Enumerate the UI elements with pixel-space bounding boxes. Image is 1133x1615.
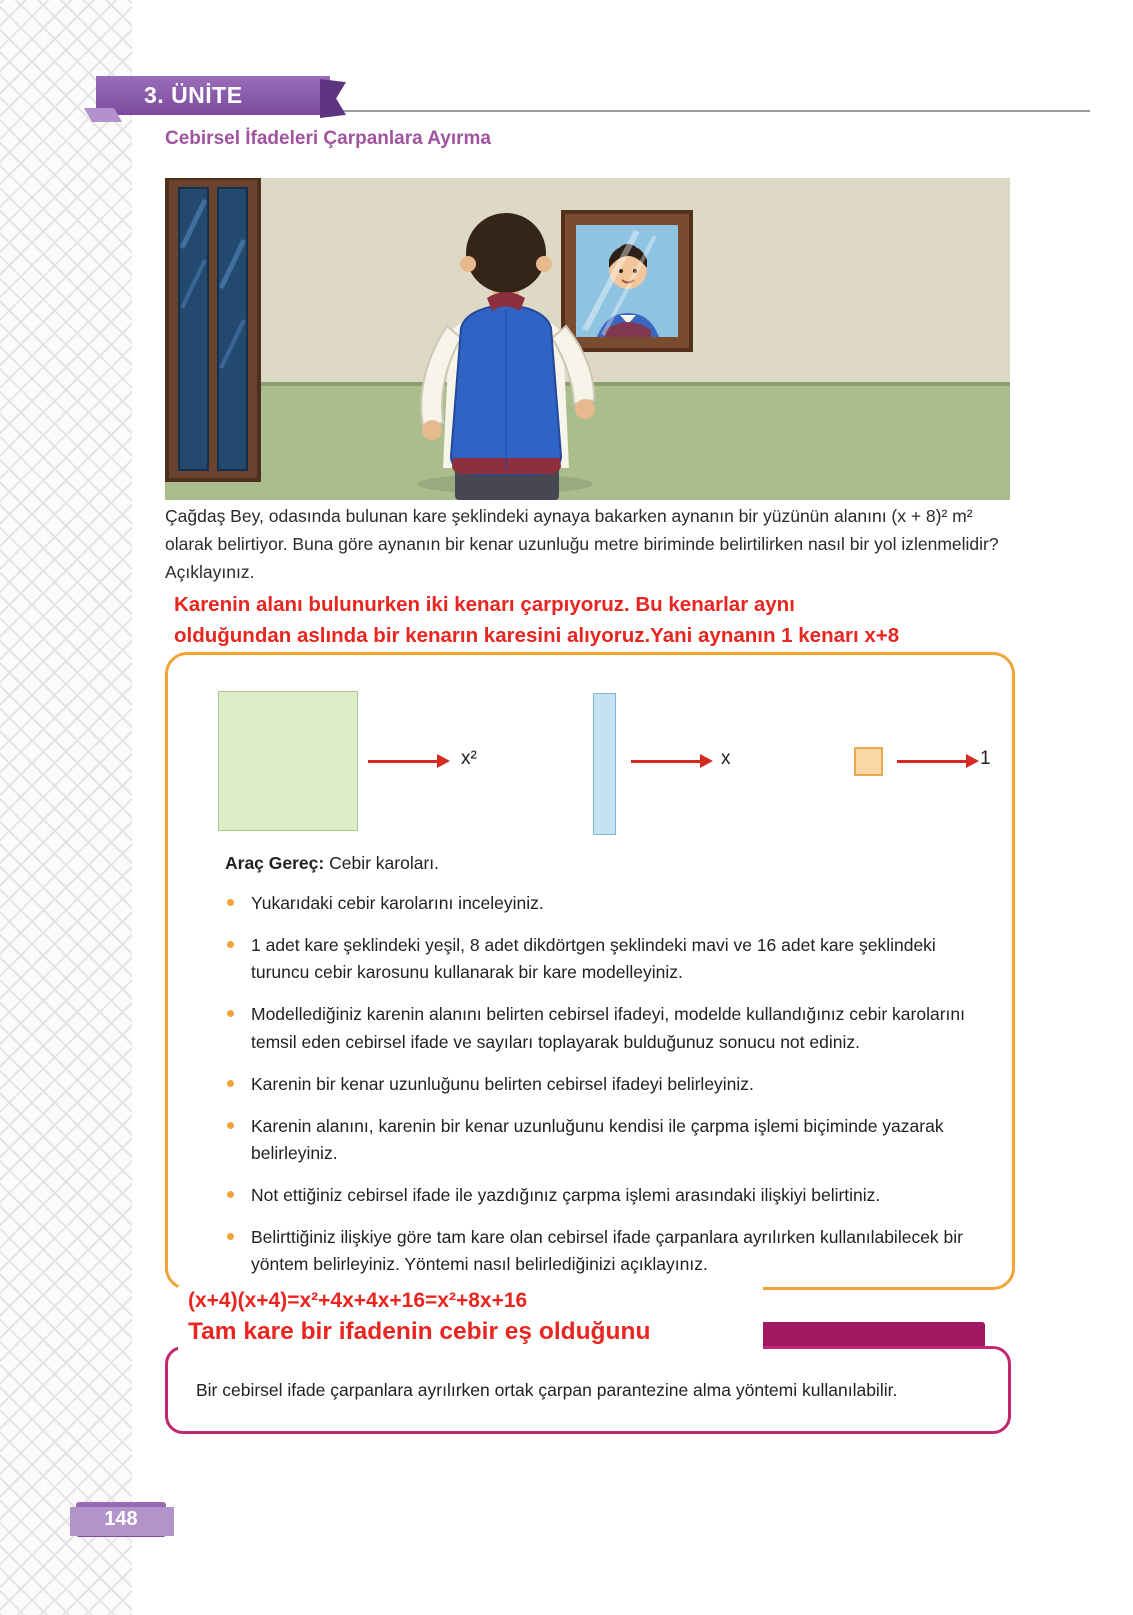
blue-rectangle-tile <box>593 693 616 835</box>
green-square-tile <box>218 691 358 831</box>
bullet-item: Not ettiğiniz cebirsel ifade ile yazdığınız çarpma işlemi arasındaki ilişkiyi belirtiniz. <box>225 1182 985 1209</box>
info-box-body <box>165 1346 1011 1434</box>
page-number: 148 <box>104 1508 138 1530</box>
tile-label-x2: x² <box>461 748 477 769</box>
materials-label: Araç Gereç: <box>225 853 325 873</box>
section-title: Cebirsel İfadeleri Çarpanlara Ayırma <box>165 128 491 149</box>
arrow-right-icon <box>897 754 979 769</box>
handwritten-line-2: olduğundan aslında bir kenarın karesini alıyoruz.Yani aynanın 1 kenarı x+8 <box>174 623 900 647</box>
arrow-right-icon <box>631 754 713 769</box>
bullet-item: Modellediğiniz karenin alanını belirten cebirsel ifadeyi, modelde kullandığınız cebir karolarını temsil eden cebirsel ifade ve sayıları toplayarak bulduğunuz sonucu not ediniz. <box>225 1001 985 1055</box>
arrow-right-icon <box>368 754 450 769</box>
header-rule <box>288 110 1090 112</box>
door <box>167 178 259 480</box>
materials-line <box>225 853 985 874</box>
activity-content <box>225 853 985 1293</box>
bullet-item: Belirttiğiniz ilişkiye göre tam kare olan cebirsel ifade çarpanlara ayrılırken kullanılabilecek bir yöntem belirleyiniz. Yöntemi nasıl belirlediğinizi açıklayınız. <box>225 1224 985 1278</box>
handwritten-answer-bottom <box>178 1286 763 1352</box>
bullet-item: Yukarıdaki cebir karolarını inceleyiniz. <box>225 890 985 917</box>
activity-bullet-list <box>225 890 985 1278</box>
tile-label-1: 1 <box>980 748 991 769</box>
intro-paragraph: Çağdaş Bey, odasında bulunan kare şeklindeki aynaya bakarken aynanın bir yüzünün alanını (x + 8)² m² olarak belirtiyor. Buna göre aynanın bir kenar uzunluğu metre biriminde belirtilirken nasıl bir yol izlenmelidir? Açıklayınız. <box>165 506 999 582</box>
page-number-badge <box>76 1502 166 1537</box>
materials-text: Cebir karoları. <box>329 853 440 873</box>
info-box-text: Bir cebirsel ifade çarpanlara ayrılırken ortak çarpan parantezine alma yöntemi kullanılabilir. <box>196 1379 898 1400</box>
bullet-item: Karenin bir kenar uzunluğunu belirten cebirsel ifadeyi belirleyiniz. <box>225 1071 985 1098</box>
activity-box <box>165 652 1015 1290</box>
left-pattern-strip <box>0 0 132 1615</box>
mirror-scene-illustration <box>165 178 1010 500</box>
handwritten-formula: (x+4)(x+4)=x²+4x+4x+16=x²+8x+16 <box>188 1289 528 1312</box>
bullet-item: Karenin alanını, karenin bir kenar uzunluğunu kendisi ile çarpma işlemi biçiminde yazarak belirleyiniz. <box>225 1113 985 1167</box>
unit-banner-label: 3. ÜNİTE <box>144 82 243 108</box>
illustration-svg <box>165 178 1010 500</box>
mirror <box>563 212 691 350</box>
unit-banner <box>96 76 330 115</box>
handwritten-note: Tam kare bir ifadenin cebir eş olduğunu <box>188 1318 651 1346</box>
orange-square-tile <box>854 747 883 776</box>
tile-label-x: x <box>721 748 731 769</box>
handwritten-answer-top <box>174 590 899 652</box>
bullet-item: 1 adet kare şeklindeki yeşil, 8 adet dikdörtgen şeklindeki mavi ve 16 adet kare şeklindeki turuncu cebir karosunu kullanarak bir kare modelleyiniz. <box>225 932 985 986</box>
handwritten-line-1: Karenin alanı bulunurken iki kenarı çarpıyoruz. Bu kenarlar aynı <box>174 593 795 616</box>
